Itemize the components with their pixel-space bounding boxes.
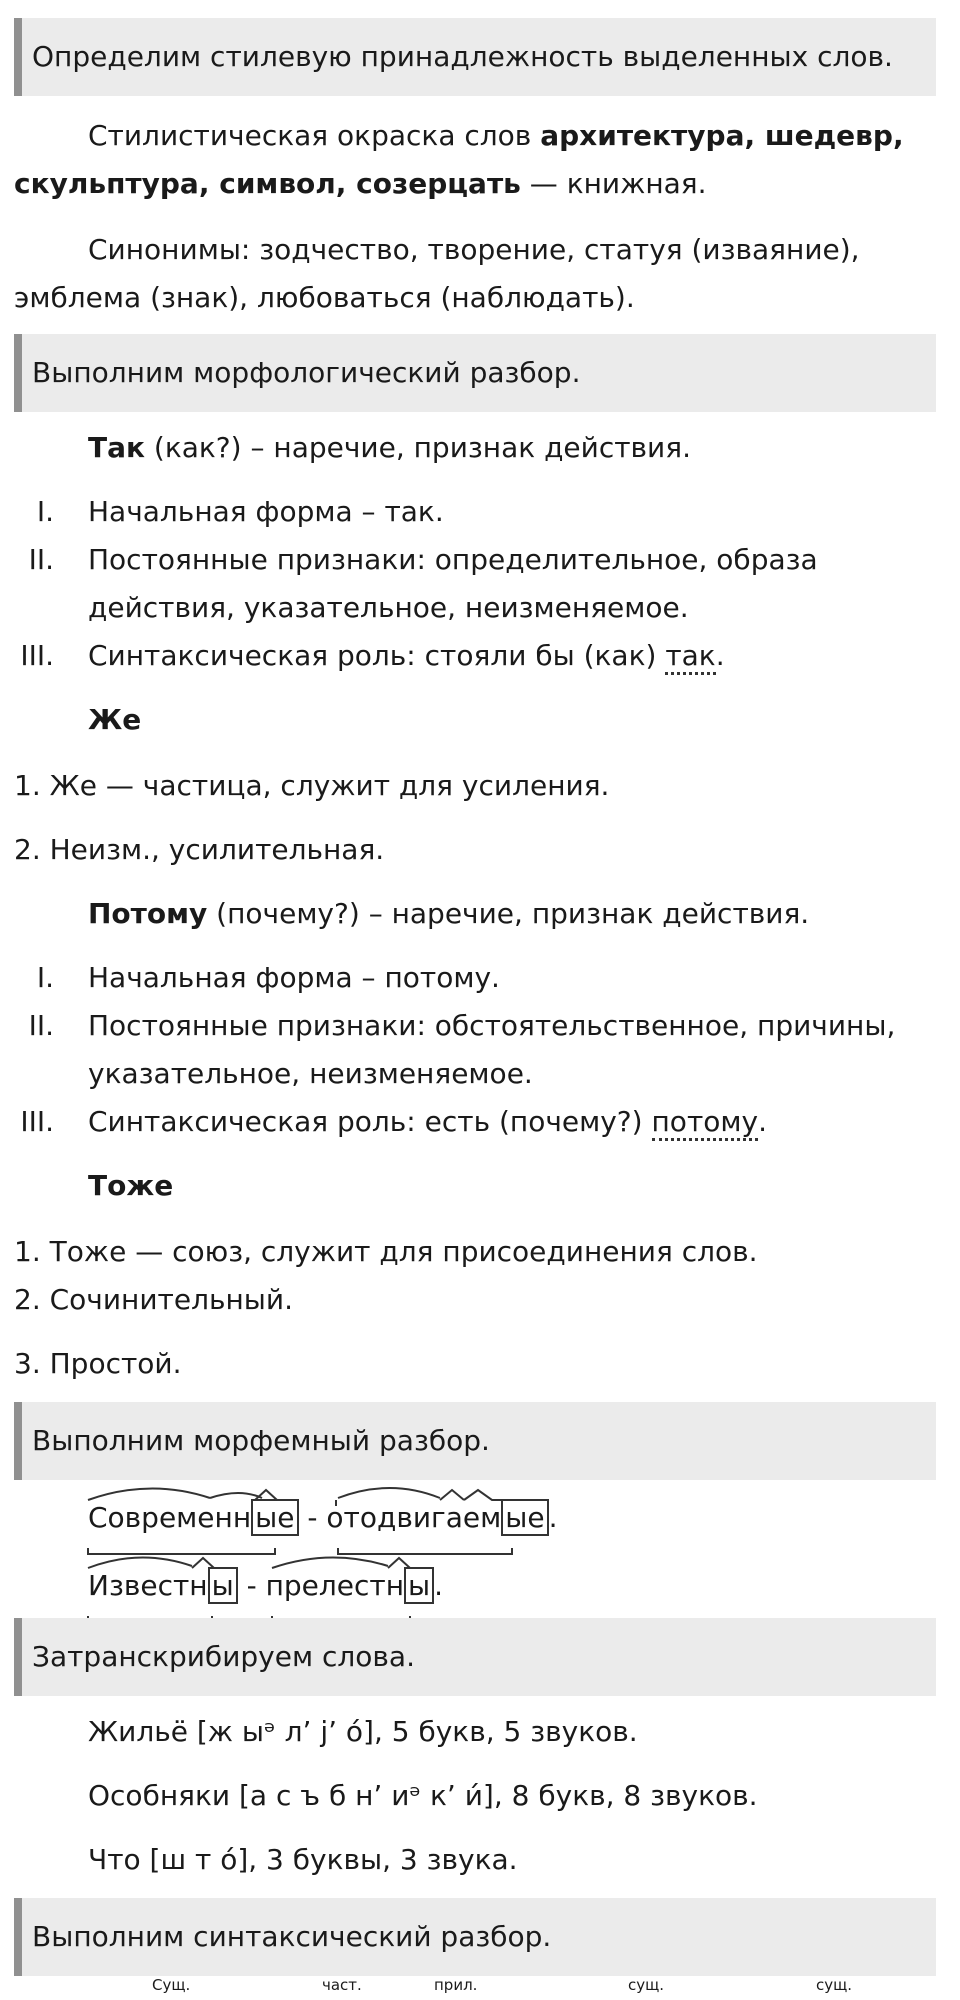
morpheme-word-4-stem: прелестн	[265, 1569, 405, 1602]
pos-label-3: прил.	[434, 1976, 478, 1994]
suffix-cap-1b	[255, 1490, 277, 1500]
tak-item-1-num: I.	[36, 495, 54, 528]
root-arc-4	[272, 1557, 388, 1568]
morpheme-marks-row-2	[0, 1548, 960, 1628]
root-arc-1	[88, 1488, 210, 1500]
zhe-item-2: 2. Неизм., усилительная.	[14, 833, 385, 866]
synonyms-line2: эмблема (знак), любоваться (наблюдать).	[14, 281, 635, 314]
potomu-item-2-cont: указательное, неизменяемое.	[88, 1057, 533, 1090]
potomu-item-1-num: I.	[36, 961, 54, 994]
morpheme-word-1-stem: Современн	[88, 1501, 252, 1534]
suffix-cap-3	[192, 1558, 214, 1568]
root-arc-3	[88, 1557, 192, 1568]
pos-label-5: сущ.	[816, 1976, 853, 1994]
pos-label-4: сущ.	[628, 1976, 665, 1994]
tak-item-1: Начальная форма – так.	[88, 495, 444, 528]
transcription-2: Особняки [а с ъ б н’ иᵊ к’ и́], 8 букв, 8 звуков.	[88, 1779, 758, 1812]
morpheme-dot-1: .	[548, 1501, 558, 1534]
potomu-word: Потому	[88, 897, 208, 930]
tak-heading	[88, 424, 691, 472]
potomu-item-3-end: .	[758, 1105, 767, 1138]
morpheme-word-1-ending: ые	[251, 1499, 298, 1536]
section-header-style: Определим стилевую принадлежность выделенных слов.	[14, 18, 936, 96]
morpheme-word-4-ending: ы	[404, 1567, 434, 1604]
zhe-word: Же	[88, 703, 142, 736]
morpheme-sep-2: -	[237, 1569, 266, 1602]
zhe-heading	[88, 696, 141, 744]
tak-desc: (как?) – наречие, признак действия.	[145, 431, 691, 464]
potomu-underlined: потому	[652, 1105, 759, 1141]
potomu-heading	[88, 890, 809, 938]
tak-item-2: Постоянные признаки: определительное, образа	[88, 543, 818, 576]
suffix-cap-4	[388, 1558, 410, 1568]
suffix-cap-2b	[464, 1490, 510, 1500]
tak-item-3-end: .	[715, 639, 725, 672]
potomu-item-1: Начальная форма – потому.	[88, 961, 500, 994]
tozhe-word: Тоже	[88, 1169, 174, 1202]
section-header-morphology: Выполним морфологический разбор.	[14, 334, 936, 412]
tak-item-2-num: II.	[28, 543, 54, 576]
style-words-bold-2: скульптура, символ, созерцать	[14, 167, 521, 200]
morpheme-word-2-stem: отодвигаем	[326, 1501, 502, 1534]
suffix-cap-1a	[210, 1493, 262, 1498]
root-arc-2	[338, 1488, 440, 1498]
style-result: — книжная.	[520, 167, 707, 200]
tak-item-2-cont: действия, указательное, неизменяемое.	[88, 591, 689, 624]
tak-item-3-text: Синтаксическая роль: стояли бы (как)	[88, 639, 666, 672]
potomu-item-2: Постоянные признаки: обстоятельственное, причины,	[88, 1009, 896, 1042]
morpheme-word-3-stem: Известн	[88, 1569, 208, 1602]
synonyms-line1: Синонимы: зодчество, творение, статуя (изваяние),	[88, 233, 860, 266]
morpheme-sep-1: -	[298, 1501, 327, 1534]
transcription-1: Жильё [ж ыᵊ л’ j’ о́], 5 букв, 5 звуков.	[88, 1715, 638, 1748]
tozhe-item-3: 3. Простой.	[14, 1347, 182, 1380]
potomu-item-3-text: Синтаксическая роль: есть (почему?)	[88, 1105, 652, 1138]
section-header-morpheme: Выполним морфемный разбор.	[14, 1402, 936, 1480]
pos-label-2: част.	[322, 1976, 362, 1994]
paragraph-style-line2	[14, 160, 707, 208]
morpheme-word-2-ending: ые	[501, 1499, 548, 1536]
tozhe-heading	[88, 1162, 173, 1210]
potomu-item-3	[88, 1098, 767, 1146]
section-header-transcription: Затранскрибируем слова.	[14, 1618, 936, 1696]
zhe-item-1: 1. Же — частица, служит для усиления.	[14, 769, 610, 802]
potomu-item-2-num: II.	[28, 1009, 54, 1042]
morpheme-word-3-ending: ы	[208, 1567, 238, 1604]
section-header-syntax: Выполним синтаксический разбор.	[14, 1898, 936, 1976]
style-text: Стилистическая окраска слов	[88, 119, 541, 152]
paragraph-style-line1	[88, 112, 904, 160]
tak-item-3	[88, 632, 725, 680]
pos-label-1: Сущ.	[152, 1976, 191, 1994]
suffix-cap-2a	[440, 1490, 464, 1500]
morpheme-dot-2: .	[434, 1569, 444, 1602]
tozhe-item-2: 2. Сочинительный.	[14, 1283, 293, 1316]
tak-word: Так	[88, 431, 145, 464]
potomu-item-3-num: III.	[20, 1105, 54, 1138]
transcription-3: Что [ш т о́], 3 буквы, 3 звука.	[88, 1843, 518, 1876]
tak-item-3-num: III.	[20, 639, 54, 672]
style-words-bold-1: архитектура, шедевр,	[540, 119, 904, 152]
tozhe-item-1: 1. Тоже — союз, служит для присоединения слов.	[14, 1235, 758, 1268]
tak-underlined: так	[665, 639, 715, 675]
potomu-desc: (почему?) – наречие, признак действия.	[207, 897, 810, 930]
